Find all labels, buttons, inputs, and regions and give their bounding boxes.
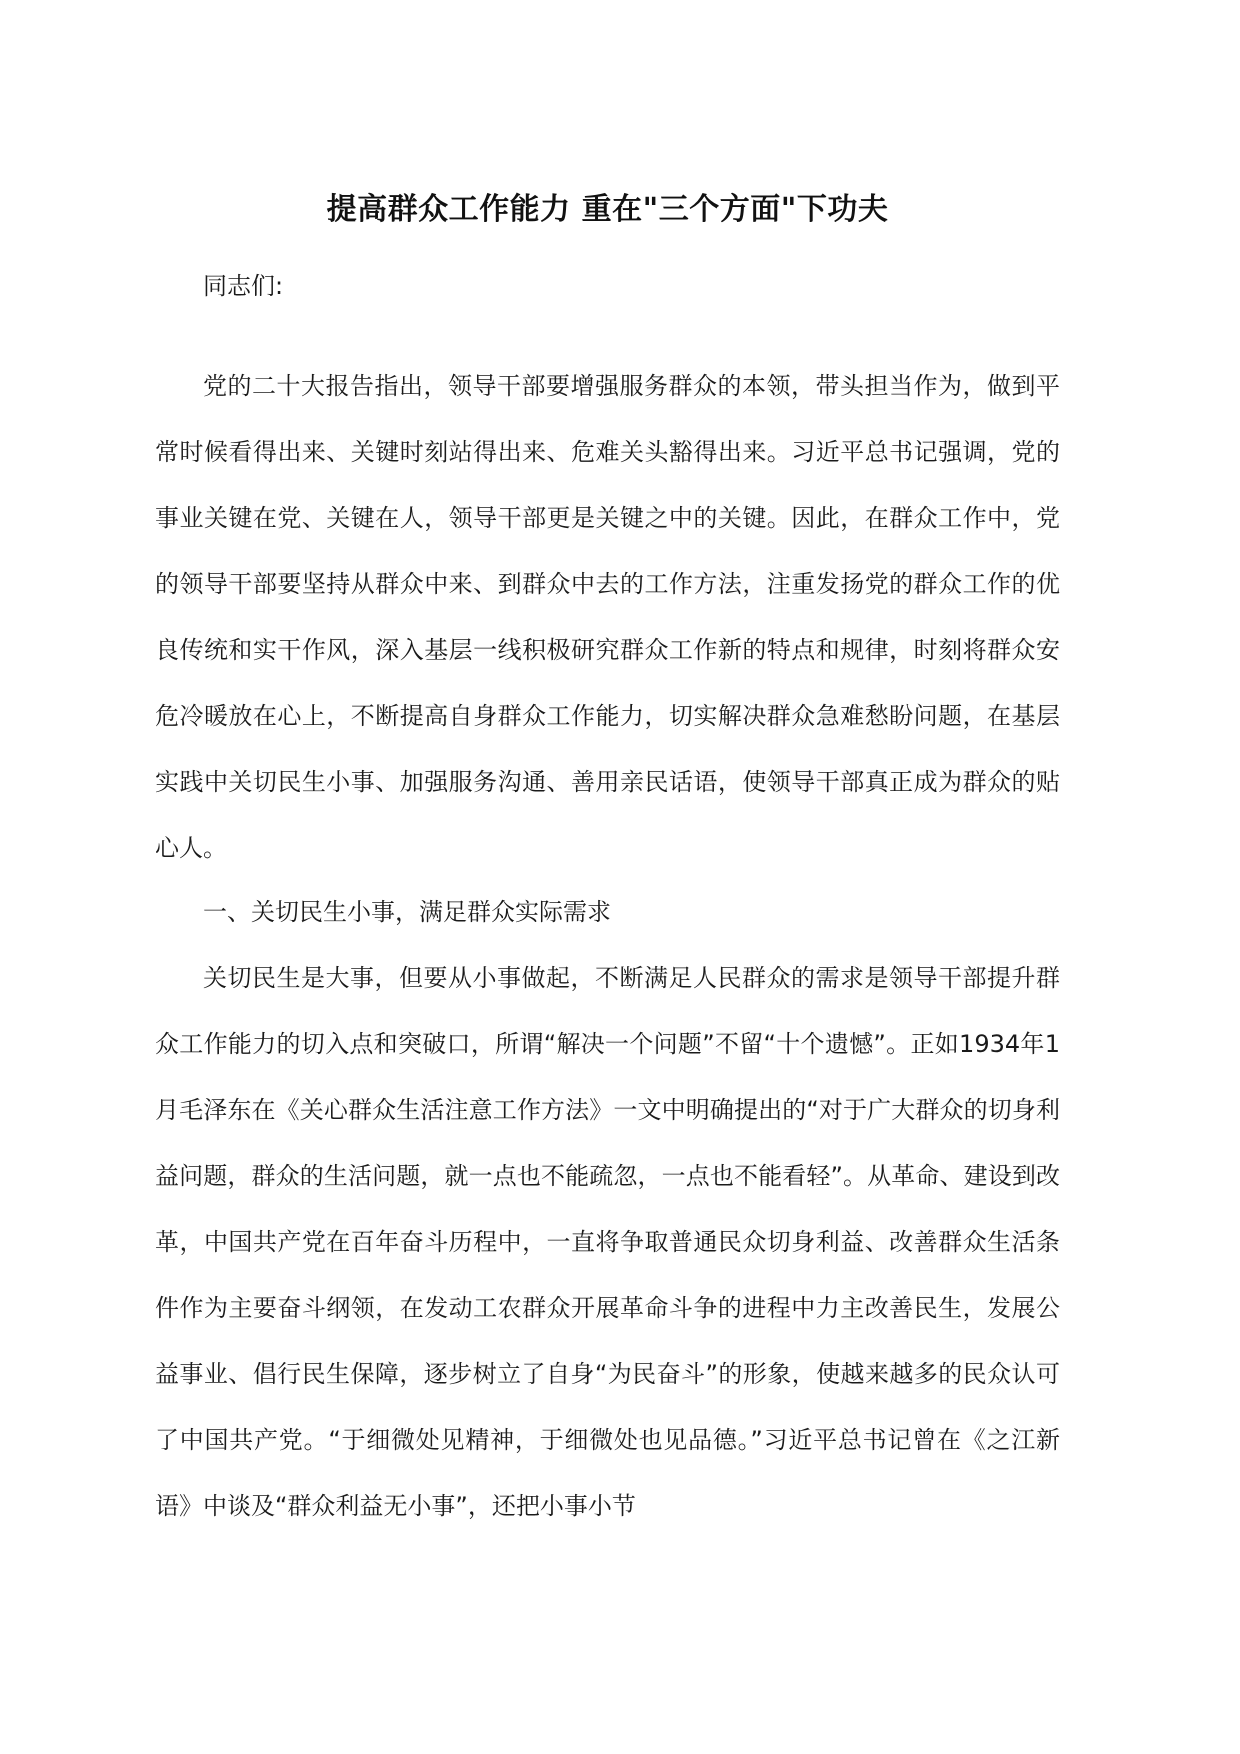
section-heading: 一、关切民生小事，满足群众实际需求 xyxy=(203,897,611,926)
document-page xyxy=(155,180,1060,1537)
document-title: 提高群众工作能力 重在"三个方面"下功夫 xyxy=(326,192,889,227)
salutation: 同志们: xyxy=(203,272,284,300)
section-paragraph: 关切民生是大事，但要从小事做起，不断满足人民群众的需求是领导干部提升群众工作能力的切入点和突破口，所谓“解决一个问题”不留“十个遗憾”。正如1934年1月毛泽东在《关心群众生活注意工作方法》一文中明确提出的“对于广大群众的切身利益问题，群众的生活问题，就一点也不能疏忽，一点也不能看轻”。从革命、建设到改革，中国共产党在百年奋斗历程中，一直将争取普通民众切身利益、改善群众生活条件作为主要奋斗纲领，在发动工农群众开展革命斗争的进程中力主改善民生，发展公益事业、倡行民生保障，逐步树立了自身“为民奋斗”的形象，使越来越多的民众认可了中国共产党。“于细微处见精神，于细微处也见品德。”习近平总书记曾在《之江新语》中谈及“群众利益无小事”，还把小事小节 xyxy=(155,963,1060,1520)
intro-paragraph: 党的二十大报告指出，领导干部要增强服务群众的本领，带头担当作为，做到平常时候看得出来、关键时刻站得出来、危难关头豁得出来。习近平总书记强调，党的事业关键在党、关键在人，领导干部更是关键之中的关键。因此，在群众工作中，党的领导干部要坚持从群众中来、到群众中去的工作方法，注重发扬党的群众工作的优良传统和实干作风，深入基层一线积极研究群众工作新的特点和规律，时刻将群众安危冷暖放在心上，不断提高自身群众工作能力，切实解决群众急难愁盼问题，在基层实践中关切民生小事、加强服务沟通、善用亲民话语，使领导干部真正成为群众的贴心人。 xyxy=(155,371,1060,862)
